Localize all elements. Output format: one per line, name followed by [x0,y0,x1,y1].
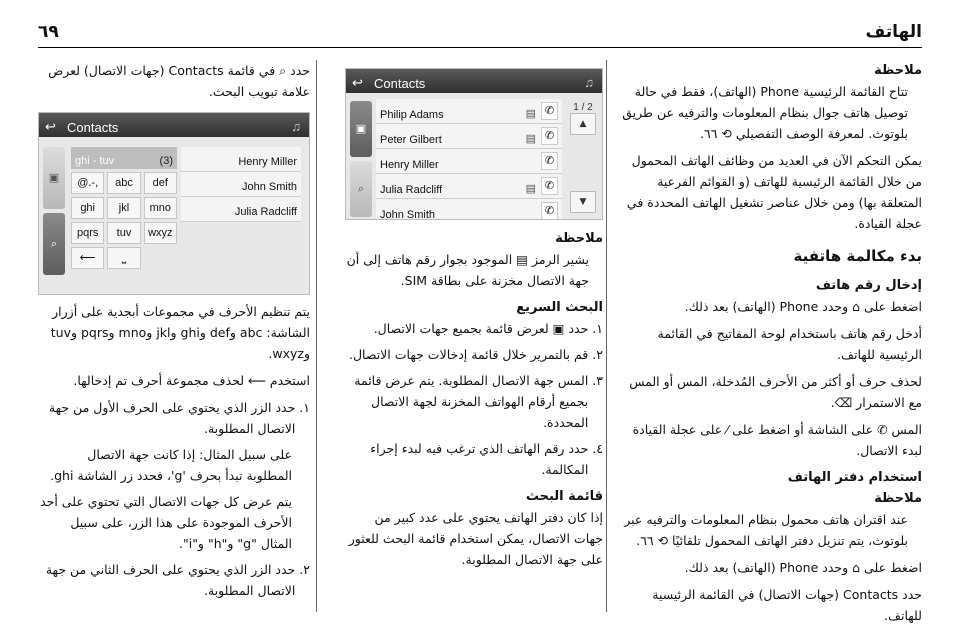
scroll-up-button[interactable]: ▲ [570,113,596,135]
list-item: ٢. حدد الزر الذي يحتوي على الحرف الثاني من جهة الاتصال المطلوبة. [45,562,310,598]
list-item[interactable] [376,124,562,149]
paragraph: يتم تنظيم الأحرف في مجموعات أبجدية على أزرار الشاشة: abc وdef وghi وjkl وmno وpqrs وtuv وwxyz. [50,304,310,361]
note-text: عند اقتران هاتف محمول بنظام المعلومات والترفيه عبر بلوتوث، يتم تنزيل دفتر الهاتف المحمول تلقائيًا ⟲ ٦٦. [624,512,908,548]
list-item: يتم عرض كل جهات الاتصال التي تحتوي على أحد الأحرف الموجودة على هذا الزر، على سبيل المثال "g" و"h" و"i". [40,494,292,551]
list-item: ١. حدد ▣ لعرض قائمة بجميع جهات الاتصال. [373,321,603,336]
search-tab-icon[interactable]: ⌕ [350,161,372,217]
screen-title-bar [346,69,602,93]
subsection-heading: البحث السريع [516,300,603,315]
key-def[interactable]: def [144,172,177,194]
list-item: ١. حدد الزر الذي يحتوي على الحرف الأول من جهة الاتصال المطلوبة. [48,400,310,436]
sim-card-icon: ▤ [525,133,536,145]
space-key[interactable]: ⎵ [107,247,140,269]
back-icon[interactable]: ↩ [45,119,56,134]
list-item[interactable] [376,99,562,124]
contacts-tab-icon[interactable]: ▣ [350,101,372,157]
note-heading: ملاحظة [555,231,603,246]
list-item[interactable]: Henry Miller [181,147,301,172]
list-item[interactable]: John Smith [181,172,301,197]
call-icon[interactable]: ✆ [541,152,558,170]
list-item: ٣. المس جهة الاتصال المطلوبة. يتم عرض قائمة بجميع أرقام الهواتف المخزنة لجهة الاتصال المحددة. [354,373,603,430]
contact-name: Philip Adams [380,109,444,121]
contacts-tab-icon[interactable]: ▣ [43,147,65,209]
page-indicator: 1 / 2 [573,102,593,113]
key-pqrs[interactable]: pqrs [71,222,104,244]
right-column [617,60,922,632]
paragraph: اضغط على ⌂ وحدد Phone (الهاتف) بعد ذلك. [684,299,922,314]
key-ghi[interactable]: ghi [71,197,104,219]
section-heading: بدء مكالمة هاتفية [793,247,922,265]
paragraph: المس ✆ على الشاشة أو اضغط على ⁄ على عجلة القيادة لبدء الاتصال. [632,422,922,458]
music-note-icon[interactable]: ♫ [584,75,594,90]
call-icon[interactable]: ✆ [541,202,558,220]
contact-name: Julia Radcliff [380,184,443,196]
paragraph: لحذف حرف أو أكثر من الأحرف المُدخلة، المس أو المس مع الاستمرار ⌫. [629,374,922,410]
subsection-heading: استخدام دفتر الهاتف [787,470,922,485]
subsection-heading: إدخال رقم هاتف [815,278,922,293]
back-icon[interactable]: ↩ [352,75,363,90]
result-count: (3) [159,155,173,167]
paragraph: إذا كان دفتر الهاتف يحتوي على عدد كبير من جهات الاتصال، يمكن استخدام قائمة البحث للعثور على جهة الاتصال المطلوبة. [348,510,603,567]
contact-name: Peter Gilbert [380,134,442,146]
screen-title-bar [39,113,309,137]
alpha-keypad [71,147,177,272]
column-divider-right [606,60,607,612]
list-item[interactable] [376,174,562,199]
search-field-text: ghi - tuv [75,155,115,167]
key-abc[interactable]: abc [107,172,140,194]
note-text: يشير الرمز ▤ الموجود بجوار رقم هاتف إلى أن جهة الاتصال مخزنة على بطاقة SIM. [346,252,589,288]
paragraph: اضغط على ⌂ وحدد Phone (الهاتف) بعد ذلك. [684,560,922,575]
key-mno[interactable]: mno [144,197,177,219]
key-symbols[interactable]: @.-, [71,172,104,194]
search-tab-icon[interactable]: ⌕ [43,213,65,275]
column-divider-left [316,60,317,612]
search-results-list [181,147,301,222]
music-note-icon[interactable]: ♫ [291,119,301,134]
list-item: على سبيل المثال: إذا كانت جهة الاتصال المطلوبة تبدأ بحرف 'g'، فحدد زر الشاشة ghi. [50,447,292,483]
list-item[interactable] [376,149,562,174]
subsection-heading: قائمة البحث [525,489,603,504]
middle-column [345,60,603,632]
note-heading: ملاحظة [874,63,922,78]
step-list [38,397,310,601]
contacts-search-screen [38,112,310,295]
key-wxyz[interactable]: wxyz [144,222,177,244]
call-icon[interactable]: ✆ [541,102,558,120]
sim-card-icon: ▤ [525,108,536,120]
backspace-key[interactable]: ⟵ [71,247,104,269]
screen-title: Contacts [374,76,426,91]
list-item[interactable] [376,199,562,220]
note-heading: ملاحظة [874,491,922,506]
paragraph: يمكن التحكم الآن في العديد من وظائف الهاتف المحمول من خلال القائمة الرئيسية للهاتف (و القوائم الفرعية المتعلقة بها) ومن خلال عناصر تشغيل الهاتف المحددة في عجلة القيادة. [626,153,922,231]
sim-card-icon: ▤ [525,183,536,195]
search-field[interactable] [71,147,177,169]
paragraph: حدد Contacts (جهات الاتصال) في القائمة الرئيسية للهاتف. [652,587,922,623]
call-icon[interactable]: ✆ [541,177,558,195]
contact-name: Henry Miller [380,159,439,171]
list-item[interactable]: Julia Radcliff [181,197,301,222]
key-jkl[interactable]: jkl [107,197,140,219]
contact-name: John Smith [380,209,436,220]
paragraph: أدخل رقم هاتف باستخدام لوحة المفاتيح في القائمة الرئيسية للهاتف. [657,326,922,362]
contacts-list [376,99,562,220]
paragraph: استخدم ⟵ لحذف مجموعة أحرف تم إدخالها. [73,373,310,388]
paragraph: حدد ⌕ في قائمة Contacts (جهات الاتصال) لعرض علامة تبويب البحث. [48,63,310,99]
page-title: الهاتف [865,22,922,42]
contacts-list-screen [345,68,603,220]
left-column [38,60,310,632]
note-text: تتاح القائمة الرئيسية Phone (الهاتف)، فقط في حالة توصيل هاتف جوال بنظام المعلومات والترفيه عن طريق بلوتوث. لمعرفة الوصف التفصيلي ⟲ ٦٦. [622,84,908,141]
scroll-down-button[interactable]: ▼ [570,191,596,213]
screen-title: Contacts [67,120,119,135]
page-number: ٦٩ [38,22,59,42]
list-item: ٢. قم بالتمرير خلال قائمة إدخالات جهات الاتصال. [349,347,603,362]
list-item: ٤. حدد رقم الهاتف الذي ترغب فيه لبدء إجراء المكالمة. [370,441,603,477]
page-header [38,22,922,48]
step-list [345,318,603,480]
key-tuv[interactable]: tuv [107,222,140,244]
call-icon[interactable]: ✆ [541,127,558,145]
